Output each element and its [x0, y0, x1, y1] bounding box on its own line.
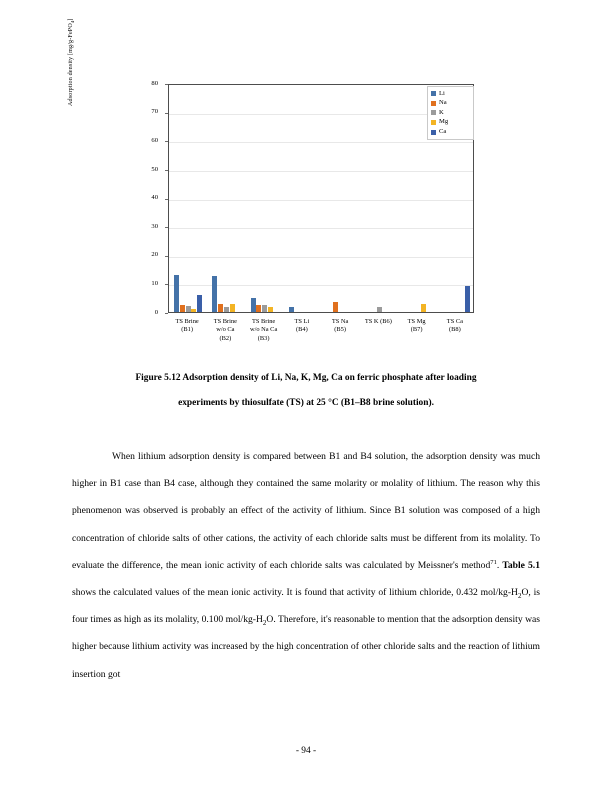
bar-na [256, 305, 261, 312]
y-tick-label-80: 80 [151, 79, 158, 87]
legend-swatch-icon [431, 101, 436, 106]
page-number: - 94 - [295, 746, 317, 756]
y-tick-mark-0 [165, 313, 168, 314]
figure-5-12 [68, 18, 484, 346]
paragraph-1-text-c: shows the calculated values of the mean ionic activity. It is found that activity of lithium chloride, 0.432 mol/kg-H [72, 587, 518, 599]
x-axis-label-8 [430, 318, 480, 335]
paragraph-1-text-a: When lithium adsorption density is compared between B1 and B4 solution, the adsorption density was much higher in B1 case than B4 case, although they contained the same molarity or molality of lithium. The reason why this phenomenon was observed is probably an effect of the activity of lithium. Since B1 solution was composed of a high concentration of chloride salts of other cations, the activity of each chloride salts must be different from its molality. To evaluate the difference, the mean ionic activity of each chloride salts was calculated by Meissner's method [72, 451, 540, 571]
y-axis-title-subscript: 4 [70, 20, 76, 24]
x-axis-label-line: w/o Na Ca [249, 326, 278, 334]
bar-mg [268, 307, 273, 312]
x-axis-label-line: (B1) [181, 326, 193, 334]
legend-label: Ca [439, 127, 447, 135]
y-tick-label-30: 30 [151, 222, 158, 230]
paragraph-1-text-b: . [496, 559, 500, 571]
legend-item-mg [431, 118, 470, 128]
bar-ca [465, 286, 470, 312]
y-tick-label-40: 40 [151, 194, 158, 202]
bar-na [180, 305, 185, 312]
bar-li [289, 307, 294, 312]
y-tick-label-60: 60 [151, 136, 158, 144]
legend-label: Na [439, 99, 447, 107]
x-axis-label-line: TS Na [331, 318, 349, 325]
legend-swatch-icon [431, 120, 436, 125]
bar-k [224, 307, 229, 312]
figure-caption-line-1: Figure 5.12 Adsorption density of Li, Na, K, Mg, Ca on ferric phosphate after loading [135, 373, 477, 383]
chart-x-axis-labels [168, 316, 474, 350]
legend-label: K [439, 108, 444, 116]
bar-group [284, 85, 322, 312]
legend-item-na [431, 99, 470, 109]
bar-group [360, 85, 398, 312]
x-axis-label-line: (B8) [449, 326, 461, 334]
x-axis-label-line: (B4) [296, 326, 308, 334]
y-tick-label-50: 50 [151, 165, 158, 173]
paragraph-1-text-e: O. Therefore, it's reasonable to mention that the adsorption density was higher because lithium activity was increased by the high concentration of other chloride salts and the reaction of lithium insertion got [72, 614, 540, 680]
bar-ca [197, 295, 202, 312]
x-axis-label-line: TS Brine [213, 318, 237, 325]
paragraph-1-text-d: O, is four times as high as its molality, 0.100 mol/kg-H [72, 587, 540, 626]
legend-swatch-icon [431, 110, 436, 115]
bar-mg [230, 304, 235, 312]
x-axis-label-line: TS K (B6) [364, 318, 392, 325]
bar-group [207, 85, 245, 312]
legend-item-li [431, 89, 470, 99]
x-axis-label-line: w/o Ca [216, 326, 235, 334]
legend-label: Li [439, 89, 445, 97]
legend-swatch-icon [431, 130, 436, 135]
table-5-1-label: Table 5.1 [502, 559, 541, 571]
x-axis-label-line: (B3) [257, 334, 270, 342]
citation-reference-71: 71 [490, 558, 497, 566]
legend-label: Mg [439, 118, 449, 126]
bar-li [251, 298, 256, 312]
y-tick-label-10: 10 [151, 280, 158, 288]
bar-mg [421, 304, 426, 312]
body-paragraph-block [72, 443, 540, 688]
x-axis-label-line: (B5) [334, 326, 346, 334]
water-subscript-1: 2 [517, 591, 522, 600]
legend-item-k [431, 108, 470, 118]
bar-group [246, 85, 284, 312]
y-tick-label-20: 20 [151, 251, 158, 259]
y-axis-title-suffix: ] [68, 18, 74, 21]
legend-item-ca [431, 127, 470, 137]
bar-li [212, 276, 217, 312]
legend-swatch-icon [431, 91, 436, 96]
bar-mg [191, 309, 196, 312]
bar-k [262, 305, 267, 312]
x-axis-label-line: TS Brine [175, 318, 199, 325]
bar-na [218, 304, 223, 312]
y-axis-title-text: Adsorption density [mg/g-FePO [68, 23, 74, 106]
paragraph-1 [72, 443, 540, 688]
figure-caption-line-2: experiments by thiosulfate (TS) at 25 °C (B1–B8 brine solution). [178, 398, 434, 408]
bar-group [322, 85, 360, 312]
figure-caption [74, 366, 538, 416]
bar-k [186, 306, 191, 312]
y-tick-label-70: 70 [151, 108, 158, 116]
chart-y-axis-title [68, 0, 75, 106]
water-subscript-2: 2 [262, 619, 267, 628]
bar-k [377, 307, 382, 312]
chart-legend [427, 86, 474, 140]
y-tick-label-0: 0 [154, 308, 158, 316]
x-axis-label-line: (B7) [410, 326, 423, 334]
x-axis-label-line: TS Brine [251, 318, 276, 325]
bar-group [169, 85, 207, 312]
bar-li [174, 275, 179, 312]
x-axis-label-line: TS Li [294, 318, 310, 325]
x-axis-label-line: (B2) [219, 334, 232, 342]
x-axis-label-line: TS Ca [446, 318, 463, 325]
bar-na [333, 302, 338, 312]
x-axis-label-line: TS Mg [407, 318, 426, 325]
